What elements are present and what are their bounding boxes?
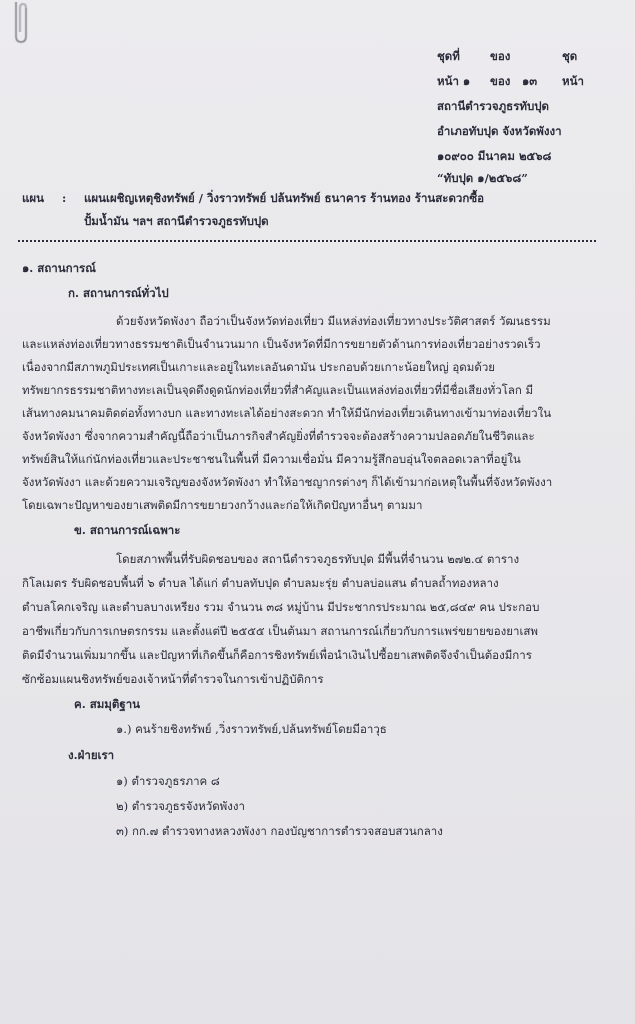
plan-title-line-2: ปั้มน้ำมัน ฯลฯ สถานีตำรวจภูธรทับปุด [84,214,269,228]
paragraph-line: จังหวัดพังงา และด้วยความเจริญของจังหวัดพังงา ทำให้อาชญากรต่างๆ ก็ได้เข้ามาก่อเหตุในพื้นที่จังหวัดพังงา [22,475,553,489]
paragraph-line: เส้นทางคมนาคมติดต่อทั้งทางบก และทางทะเลได้อย่างสะดวก ทำให้มีนักท่องเที่ยวเดินทางเข้ามาท่องเที่ยวใน [22,406,552,420]
paragraph-line: และแหล่งท่องเที่ยวทางธรรมชาติเป็นจำนวนมาก เป็นจังหวัดที่มีการขยายตัวด้านการท่องเที่ยวอย่างรวดเร็ว [22,337,541,351]
subsection-specific-situation: ข. สถานการณ์เฉพาะ [74,523,181,537]
paper-clip-icon [10,0,32,44]
paragraph-line: โดยเฉพาะปัญหาของยาเสพติดมีการขยายวงกว้างและก่อให้เกิดปัญหาอื่นๆ ตามมา [22,498,423,512]
page-word: หน้า [562,74,584,88]
district-name: อำเภอทับปุด จังหวัดพังงา [437,124,562,138]
paragraph-line: ติดมีจำนวนเพิ่มมากขึ้น และปัญหาที่เกิดขึ้นก็คือการชิงทรัพย์เพื่อนำเงินไปซื้อยาเสพติดจึงจำเป็นต้องมีการ [22,648,532,662]
paragraph-line: ทรัพย์สินให้แก่นักท่องเที่ยวและประชาชนในพื้นที่ มีความเชื่อมั่น มีความรู้สึกอบอุ่นใจตลอดเวลาที่อยู่ใน [22,452,521,466]
total-pages: ๑๓ [522,74,538,88]
page-label: หน้า ๑ [437,74,471,88]
document-datetime: ๑๐๙๐๐ มีนาคม ๒๕๖๘ [437,149,552,163]
list-item: ๓) กก.๗ ตำรวจทางหลวงพังงา กองบัญชาการตำรวจสอบสวนกลาง [116,824,443,838]
assumption-item: ๑.) คนร้ายชิงทรัพย์ ,วิ่งราวทรัพย์,ปล้นทรัพย์โดยมีอาวุธ [116,722,387,736]
section-heading-situation: ๑. สถานการณ์ [22,261,96,275]
subsection-general-situation: ก. สถานการณ์ทั่วไป [68,286,169,300]
subsection-our-side: ง.ฝ่ายเรา [68,748,115,762]
paragraph-line: เนื่องจากมีสภาพภูมิประเทศเป็นเกาะและอยู่ในทะเลอันดามัน ประกอบด้วยเกาะน้อยใหญ่ อุดมด้วย [22,360,496,374]
subsection-assumption: ค. สมมุติฐาน [74,697,141,711]
paragraph-line: กิโลเมตร รับผิดชอบพื้นที่ ๖ ตำบล ได้แก่ ตำบลทับปุด ตำบลมะรุ่ย ตำบลบ่อแสน ตำบลถ้ำทองหลาง [22,576,499,590]
station-name: สถานีตำรวจภูธรทับปุด [437,99,550,113]
set-number-label: ชุดที่ [437,49,460,63]
list-item: ๑) ตำรวจภูธรภาค ๘ [116,774,220,788]
paragraph-line: ทรัพยากรธรรมชาติทางทะเลเป็นจุดดึงดูดนักท่องเที่ยวที่สำคัญและเป็นแหล่งท่องเที่ยวที่มีชื่อเสียงทั่วโลก มี [22,383,534,397]
plan-title-line-1: แผนเผชิญเหตุชิงทรัพย์ / วิ่งราวทรัพย์ ปล้นทรัพย์ ธนาคาร ร้านทอง ร้านสะดวกซื้อ [84,191,485,205]
plan-label: แผน [22,191,45,205]
of-label: ของ [490,49,511,63]
paragraph-line: ด้วยจังหวัดพังงา ถือว่าเป็นจังหวัดท่องเที่ยว มีแหล่งท่องเที่ยวทางประวัติศาสตร์ วัฒนธรรม [116,314,551,328]
list-item: ๒) ตำรวจภูธรจังหวัดพังงา [116,799,245,813]
paragraph-line: โดยสภาพพื้นที่รับผิดชอบของ สถานีตำรวจภูธรทับปุด มีพื้นที่จำนวน ๒๗๒.๔ ตาราง [116,552,520,566]
paragraph-line: อาชีพเกี่ยวกับการเกษตรกรรม และตั้งแต่ปี ๒๕๕๕ เป็นต้นมา สถานการณ์เกี่ยวกับการแพร่ขยายของยาเสพ [22,624,538,638]
paragraph-line: ตำบลโคกเจริญ และตำบลบางเหรียง รวม จำนวน ๓๘ หมู่บ้าน มีประชากรประมาณ ๒๕,๘๔๙ คน ประกอบ [22,600,540,614]
document-code: “ทับปุด ๑/๒๕๖๘” [437,171,528,185]
paragraph-line: จังหวัดพังงา ซึ่งจากความสำคัญนี้ถือว่าเป็นภารกิจสำคัญยิ่งที่ตำรวจจะต้องสร้างความปลอดภัยในชีวิตและ [22,429,535,443]
plan-colon: : [62,191,67,205]
dotted-divider [18,240,596,242]
of-label-2: ของ [490,74,511,88]
paragraph-line: ซักซ้อมแผนชิงทรัพย์ของเจ้าหน้าที่ตำรวจในการเข้าปฏิบัติการ [22,672,324,686]
set-label: ชุด [562,49,578,63]
